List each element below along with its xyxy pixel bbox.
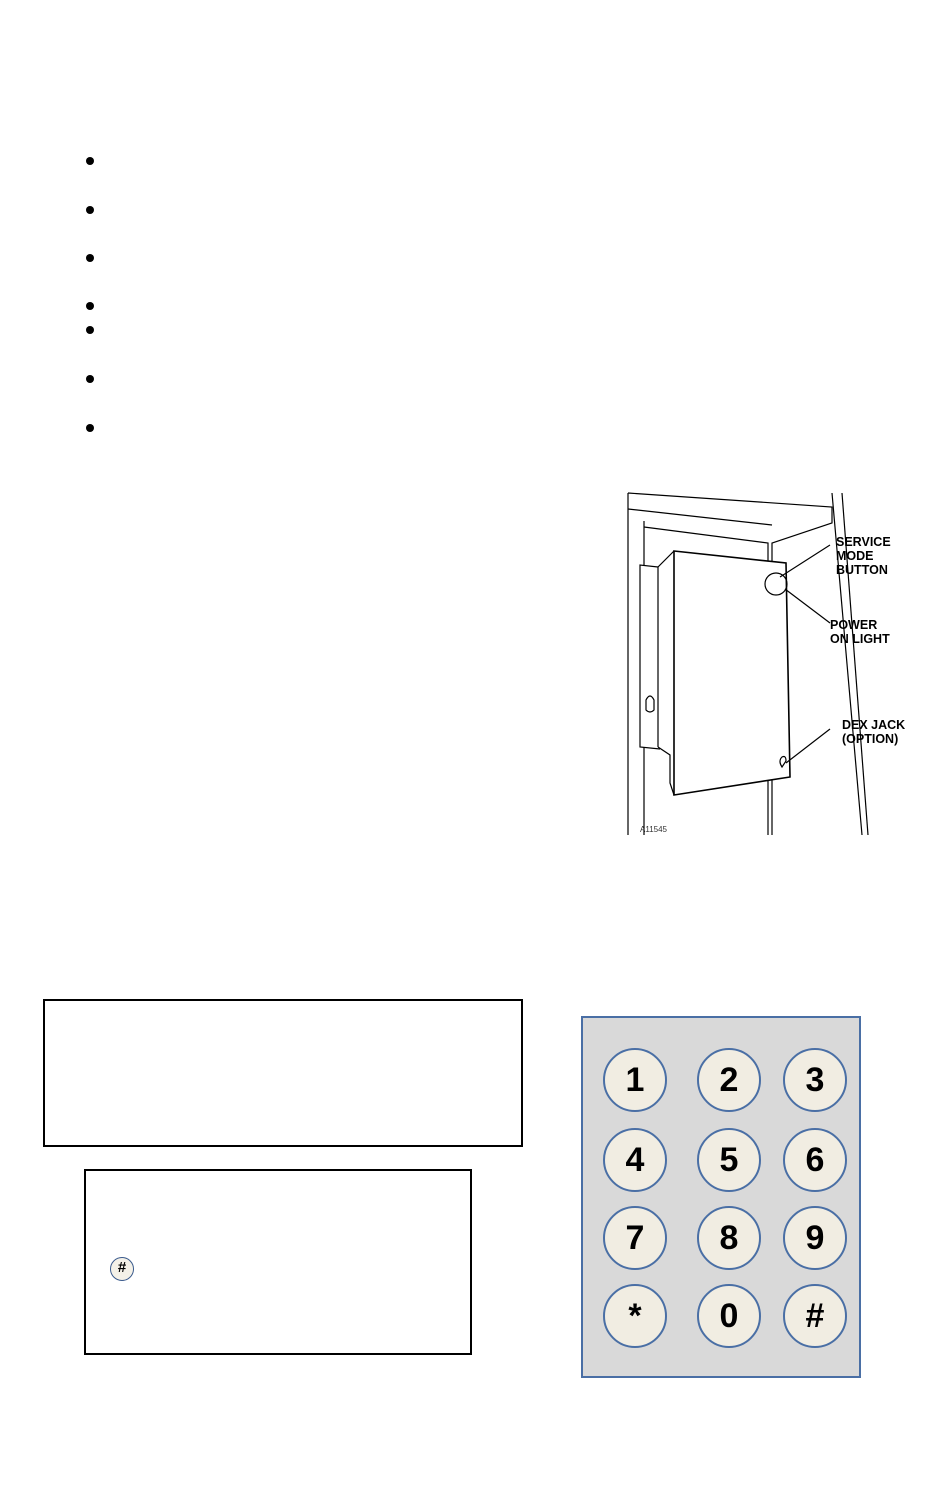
- leader-service-mode: [780, 545, 830, 577]
- service-mode-label: SERVICE MODE BUTTON: [836, 535, 891, 577]
- keypad: [581, 1016, 861, 1378]
- hash-key-icon: #: [110, 1257, 134, 1281]
- bullet-marker-3: [86, 254, 94, 262]
- leader-dex-jack: [786, 729, 830, 763]
- power-light-label: POWER ON LIGHT: [830, 618, 890, 646]
- bullet-marker-2: [86, 206, 94, 214]
- controller-bracket-bottom: [658, 747, 674, 795]
- key-6[interactable]: 6: [783, 1128, 847, 1192]
- key-7[interactable]: 7: [603, 1206, 667, 1270]
- cabinet-top-line: [628, 509, 772, 525]
- key-hash[interactable]: #: [783, 1284, 847, 1348]
- figure-id: A11545: [640, 825, 667, 834]
- bullet-marker-4: [86, 302, 94, 310]
- key-5[interactable]: 5: [697, 1128, 761, 1192]
- controller-bracket: [658, 551, 674, 567]
- key-1[interactable]: 1: [603, 1048, 667, 1112]
- key-0[interactable]: 0: [697, 1284, 761, 1348]
- note-box-top: [43, 999, 523, 1147]
- key-9[interactable]: 9: [783, 1206, 847, 1270]
- dex-jack-label: DEX JACK (OPTION): [842, 718, 906, 746]
- bullet-marker-5: [86, 326, 94, 334]
- key-3[interactable]: 3: [783, 1048, 847, 1112]
- bullet-marker-1: [86, 157, 94, 165]
- key-2[interactable]: 2: [697, 1048, 761, 1112]
- controller-side-plate: [640, 565, 660, 749]
- key-8[interactable]: 8: [697, 1206, 761, 1270]
- controller-diagram: [600, 485, 940, 840]
- controller-box: [674, 551, 790, 795]
- note-box-bottom: [84, 1169, 472, 1355]
- key-4[interactable]: 4: [603, 1128, 667, 1192]
- bullet-marker-7: [86, 424, 94, 432]
- bullet-marker-6: [86, 375, 94, 383]
- key-star[interactable]: *: [603, 1284, 667, 1348]
- leader-power-light: [785, 589, 830, 623]
